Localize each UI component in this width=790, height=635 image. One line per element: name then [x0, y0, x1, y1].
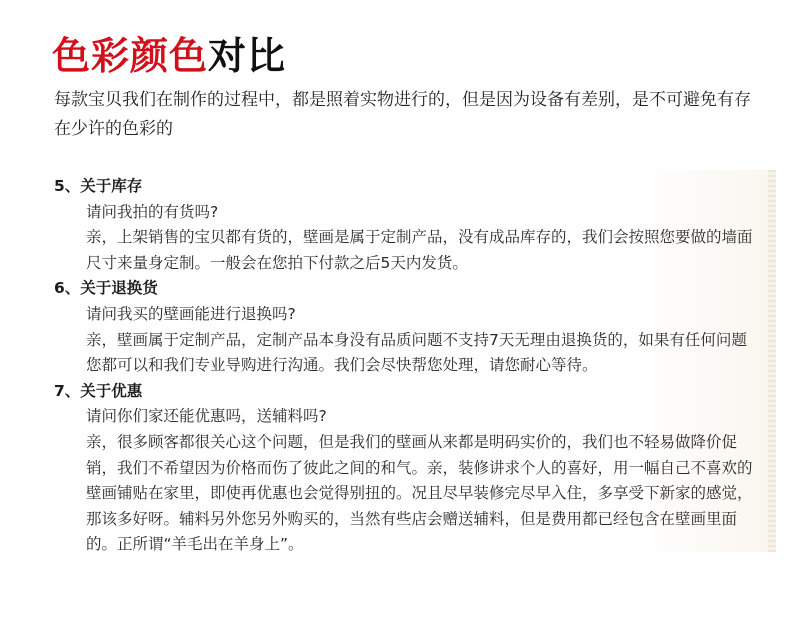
- page-title-red: 色彩颜色: [52, 34, 209, 78]
- page-title: [52, 34, 286, 78]
- faq-heading-discount: 7、关于优惠: [54, 381, 143, 400]
- faq-answer-return: 亲，壁画属于定制产品，定制产品本身没有品质问题不支持7天无理由退换货的，如果有任何问题您都可以和我们专业导购进行沟通。我们会尽快帮您处理，请您耐心等待。: [86, 330, 747, 375]
- faq-heading-return: 6、关于退换货: [54, 279, 158, 298]
- faq-question-discount: 请问你们家还能优惠吗，送辅料吗?: [86, 407, 327, 426]
- faq-answer-stock: 亲，上架销售的宝贝都有货的，壁画是属于定制产品，没有成品库存的，我们会按照您要做的墙面尺寸来量身定制。一般会在您拍下付款之后5天内发货。: [86, 228, 753, 272]
- page-title-black: 对比: [208, 34, 287, 78]
- faq-question-return: 请问我买的壁画能进行退换吗?: [86, 304, 296, 323]
- intro-text: 每款宝贝我们在制作的过程中，都是照着实物进行的，但是因为设备有差别，是不可避免有存在少许的色彩的: [54, 90, 751, 139]
- faq-question-stock: 请问我拍的有货吗?: [86, 202, 219, 221]
- faq-section: [54, 174, 754, 558]
- faq-heading-stock: 5、关于库存: [54, 177, 143, 195]
- faq-answer-discount: 亲，很多顾客都很关心这个问题，但是我们的壁画从来都是明码实价的，我们也不轻易做降价促销，我们不希望因为价格而伤了彼此之间的和气。亲，装修讲求个人的喜好，用一幅自己不喜欢的壁画铺贴在家里，即使再优惠也会觉得别扭的。况且尽早装修完尽早入住，多享受下新家的感觉，那该多好呀。辅料另外您另外购买的，当然有些店会赠送辅料，但是费用都已经包含在壁画里面的。正所谓“羊毛出在羊身上”。: [86, 432, 753, 554]
